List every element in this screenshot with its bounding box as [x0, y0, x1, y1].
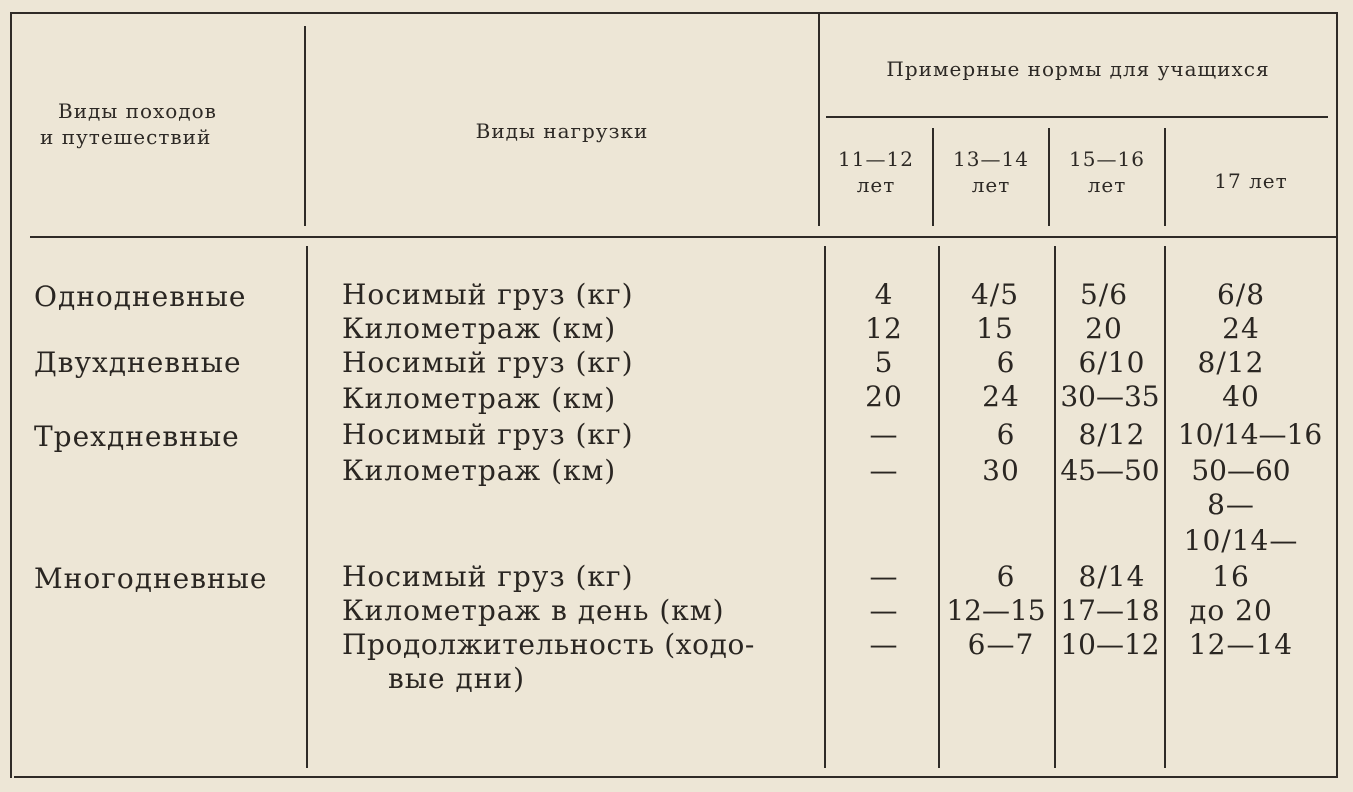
value-r2-age-17: 24 — [1222, 312, 1260, 345]
load-row-1: Носимый груз (кг) — [342, 278, 634, 311]
header-bottom-rule — [30, 236, 1338, 238]
value-r4-age-11-12: 20 — [865, 380, 903, 413]
load-row-8: Километраж в день (км) — [342, 594, 725, 627]
load-row-3: Носимый груз (кг) — [342, 346, 634, 379]
right-border — [1336, 12, 1338, 778]
value-r6-age-13-14: 30 — [982, 454, 1020, 487]
value-r5-age-13-14: 6 — [996, 418, 1016, 451]
value-r7-age-15-16: 8/14 — [1078, 560, 1146, 593]
value-r8-age-17: до 20 — [1189, 594, 1273, 627]
header-group-norms: Примерные нормы для учащихся — [886, 57, 1270, 81]
top-rule — [10, 12, 1338, 14]
col-divider-1-body — [306, 246, 308, 768]
value-r9-age-15-16: 10—12 — [1060, 628, 1160, 661]
value-r6-age-15-16: 45—50 — [1060, 454, 1160, 487]
header-hike-types-line2: и путешествий — [40, 125, 212, 149]
group-three-day: Трехдневные — [34, 420, 240, 453]
header-age-15-16-line1: 15—16 — [1069, 147, 1145, 171]
value-r8-age-11-12: — — [869, 594, 899, 627]
value-r2-age-15-16: 20 — [1085, 312, 1123, 345]
value-r6-age-17: 50—60 — [1191, 454, 1291, 487]
header-hike-types — [40, 98, 280, 150]
value-r7-age-13-14: 6 — [996, 560, 1016, 593]
header-age-15-16-line2: лет — [1087, 173, 1127, 197]
header-age-17: 17 лет — [1214, 169, 1288, 193]
value-r7-age-17-line1: 8— — [1207, 488, 1255, 521]
value-r7-age-11-12: — — [869, 560, 899, 593]
value-r2-age-11-12: 12 — [865, 312, 903, 345]
header-load-types: Виды нагрузки — [475, 119, 649, 143]
group-two-day: Двухдневные — [34, 346, 242, 379]
value-r2-age-13-14: 15 — [976, 312, 1014, 345]
value-r9-age-11-12: — — [869, 628, 899, 661]
value-r1-age-13-14: 4/5 — [970, 278, 1020, 311]
load-row-7: Носимый груз (кг) — [342, 560, 634, 593]
value-r1-age-11-12: 4 — [874, 278, 894, 311]
load-row-9-line1: Продолжительность (ходо- — [342, 628, 755, 661]
value-r1-age-17: 6/8 — [1216, 278, 1266, 311]
header-age-13-14-line2: лет — [971, 173, 1011, 197]
value-r8-age-13-14: 12—15 — [946, 594, 1046, 627]
value-r5-age-15-16: 8/12 — [1078, 418, 1146, 451]
group-one-day: Однодневные — [34, 280, 247, 313]
left-border — [10, 12, 12, 778]
header-age-11-12-line2: лет — [856, 173, 896, 197]
header-age-15-16 — [1050, 146, 1164, 198]
value-r3-age-13-14: 6 — [996, 346, 1016, 379]
value-r1-age-15-16: 5/6 — [1079, 278, 1129, 311]
value-r3-age-15-16: 6/10 — [1078, 346, 1146, 379]
load-row-4: Километраж (км) — [342, 382, 617, 415]
header-age-11-12-line1: 11—12 — [838, 147, 914, 171]
header-age-13-14-line1: 13—14 — [953, 147, 1029, 171]
value-r4-age-15-16: 30—35 — [1060, 380, 1160, 413]
value-r7-age-17-line2: 10/14— — [1183, 524, 1299, 557]
group-multi-day: Многодневные — [34, 562, 268, 595]
value-r4-age-13-14: 24 — [982, 380, 1020, 413]
load-row-5: Носимый груз (кг) — [342, 418, 634, 451]
header-hike-types-line1: Виды походов — [58, 99, 217, 123]
load-row-9-line2: вые дни) — [388, 662, 526, 695]
value-r3-age-17: 8/12 — [1197, 346, 1265, 379]
value-r9-age-13-14: 6—7 — [967, 628, 1035, 661]
value-r3-age-11-12: 5 — [874, 346, 894, 379]
bottom-rule — [14, 776, 1338, 778]
value-r5-age-17: 10/14—16 — [1177, 418, 1323, 451]
value-r8-age-15-16: 17—18 — [1060, 594, 1160, 627]
value-r9-age-17: 12—14 — [1188, 628, 1294, 661]
load-row-2: Километраж (км) — [342, 312, 617, 345]
value-r5-age-11-12: — — [869, 418, 899, 451]
value-r6-age-11-12: — — [869, 454, 899, 487]
value-r7-age-17-line3: 16 — [1212, 560, 1250, 593]
group-header-rule — [826, 116, 1328, 118]
header-age-11-12 — [820, 146, 932, 198]
header-age-13-14 — [934, 146, 1048, 198]
load-row-6: Километраж (км) — [342, 454, 617, 487]
value-r4-age-17: 40 — [1222, 380, 1260, 413]
